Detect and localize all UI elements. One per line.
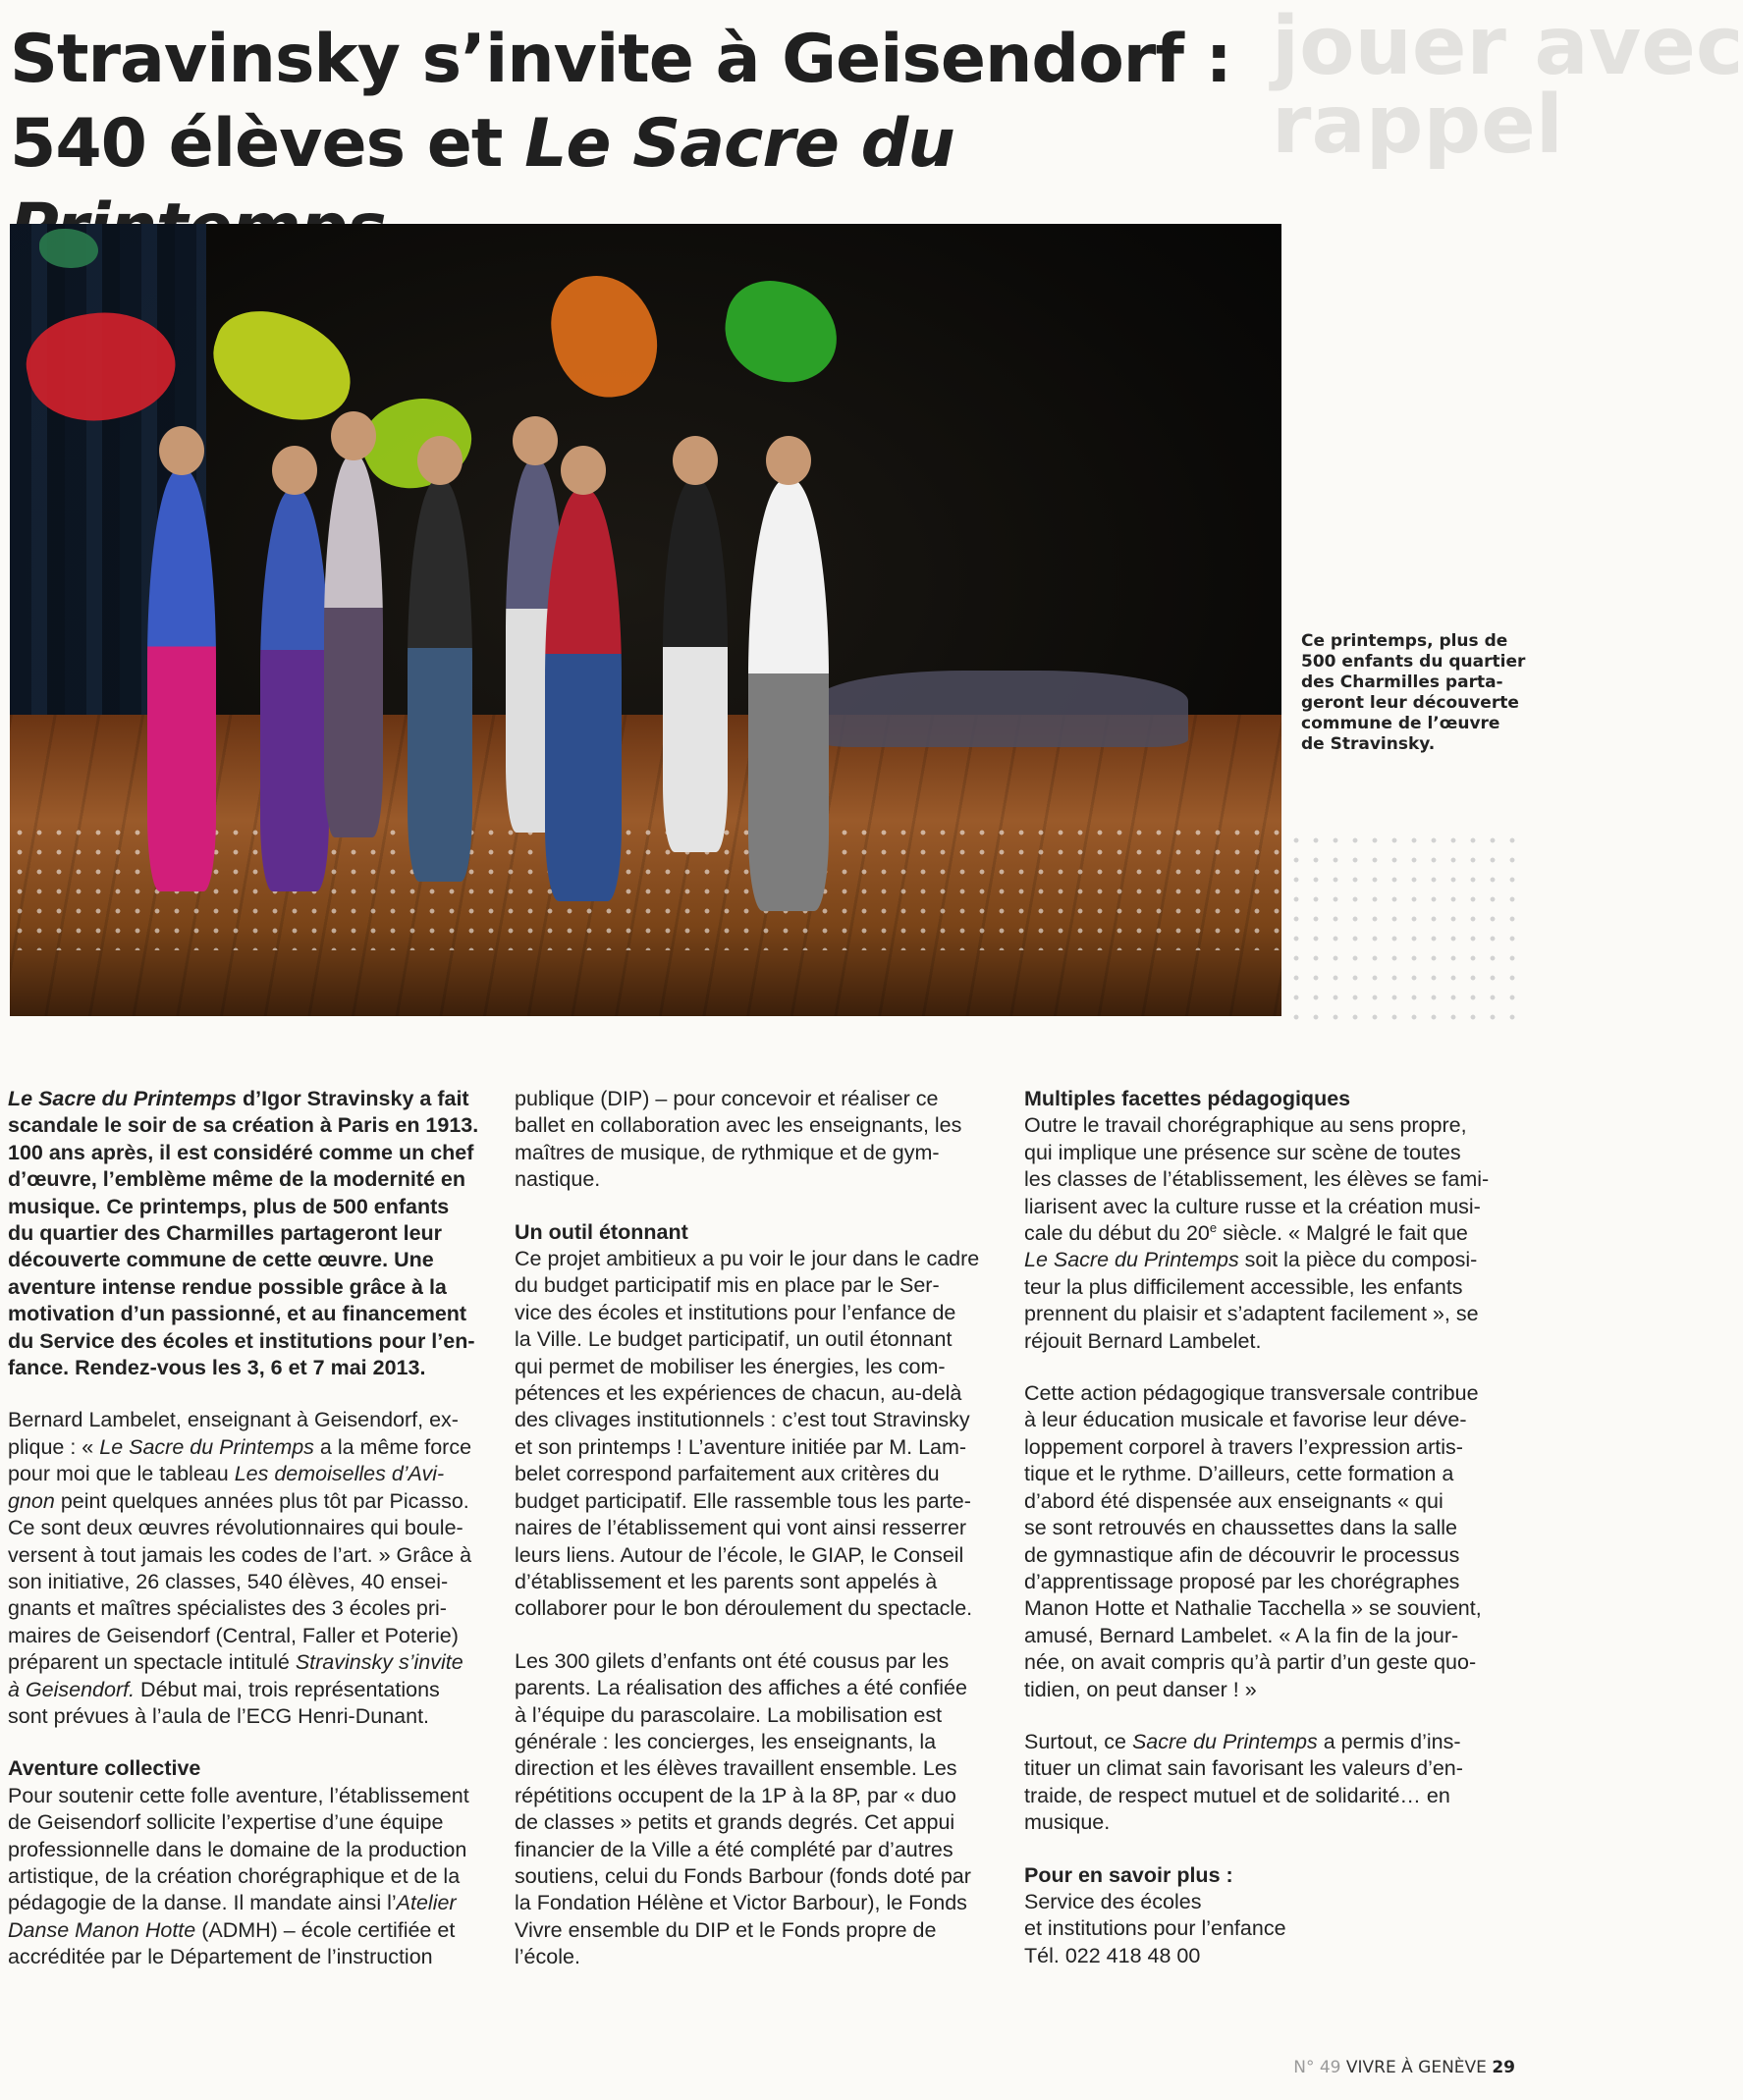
article-photo xyxy=(10,224,1281,1016)
body-paragraph: Surtout, ce Sacre du Printemps a permis d’ins- tituer un climat sain favorisant les valeurs d’en- traide, de respect mutuel et de solidarité… en musique. xyxy=(1024,1729,1463,1835)
child-dancer xyxy=(748,479,829,911)
child-dancer xyxy=(324,455,383,837)
title-line-1: Stravinsky s’invite à Geisendorf : xyxy=(10,21,1231,98)
child-dancer xyxy=(260,489,329,891)
issue-number: N° 49 xyxy=(1293,2058,1341,2077)
section-heading: Un outil étonnant xyxy=(515,1219,688,1244)
magazine-name: VIVRE À GENÈVE xyxy=(1345,2058,1487,2077)
title-italic: Le Sacre du xyxy=(524,105,954,183)
child-dancer xyxy=(147,469,216,891)
text-column-1 xyxy=(8,1086,497,1971)
body-paragraph: Outre le travail chorégraphique au sens propre, qui implique une présence sur scène de toutes les classes de l’établissement, les élèves se fami- liarisent avec la culture russe et la création musi- cale du début du 20e siècle. « Malgré le fait que Le Sacre du Printemps soit la pièce du composi- teur la plus difficilement accessible, les enfants prennent du plaisir et s’adaptent facilement », se réjouit Bernard Lambelet. xyxy=(1024,1113,1490,1353)
page-number: 29 xyxy=(1492,2058,1515,2077)
adjacent-page-ghost-text: jouer avec rappel xyxy=(1272,0,1743,172)
page-footer xyxy=(1293,2058,1515,2077)
child-dancer xyxy=(663,479,728,852)
child-dancer xyxy=(545,489,622,901)
title-line-2: 540 élèves et Le Sacre du xyxy=(10,102,1306,271)
body-paragraph: Cette action pédagogique transversale contribue à leur éducation musicale et favorise leur déve- loppement corporel à travers l’expression artis- tique et le rythme. D’ailleurs, cette formation a d’abord été dispensée aux enseignants « qui se sont retrouvés en chaussettes dans la salle de gymnastique afin de découvrir le processus d’apprentissage proposé par les chorégraphes Manon Hotte et Nathalie Tacchella » se souvient, amusé, Bernard Lambelet. « A la fin de la jour- née, on avait compris qu’à partir d’un geste quo- tidien, on peut danser ! » xyxy=(1024,1381,1482,1701)
body-paragraph: Ce projet ambitieux a pu voir le jour dans le cadre du budget participatif mis en place par le Ser- vice des écoles et institutions pour l’enfance de la Ville. Le budget participatif, un outil étonnant qui permet de mobiliser les énergies, les com- pétences et les expériences de chacun, au-delà des clivages institutionnels : c’est tout Stravinsky et son printemps ! L’aventure initiée par M. Lam- belet correspond parfaitement aux critères du budget participatif. Elle rassemble tous les parte- naires de l’établissement qui vont ainsi resserrer leurs liens. Autour de l’école, le GIAP, le Conseil d’établissement et les parents sont appelés à collaborer pour le bon déroulement du spectacle. xyxy=(515,1247,980,1621)
text-column-2 xyxy=(515,1086,1004,1971)
contact-info: Service des écoles et institutions pour l’enfance Tél. 022 418 48 00 xyxy=(1024,1889,1286,1967)
decorative-dot-pattern xyxy=(1286,831,1527,1021)
section-heading: Aventure collective xyxy=(8,1756,201,1781)
info-heading: Pour en savoir plus : xyxy=(1024,1862,1233,1887)
green-scarf xyxy=(717,274,845,390)
text-column-3 xyxy=(1024,1086,1513,1969)
photo-caption: Ce printemps, plus de 500 enfants du quartier des Charmilles parta- geront leur découverte commune de l’œuvre de Stravinsky. xyxy=(1301,631,1526,754)
child-dancer xyxy=(408,479,472,882)
body-paragraph: publique (DIP) – pour concevoir et réaliser ce ballet en collaboration avec les enseignants, les maîtres de musique, de rythmique et de gym- nastique. xyxy=(515,1087,962,1192)
seated-children xyxy=(815,671,1188,747)
body-paragraph: Pour soutenir cette folle aventure, l’établissement de Geisendorf sollicite l’expertise d’une équipe professionnelle dans le domaine de la production artistique, de la création chorégraphique et de la pédagogie de la danse. Il mandate ainsi l’Atelier Danse Manon Hotte (ADMH) – école certifiée et accréditée par le Département de l’instruction xyxy=(8,1783,469,1969)
lead-paragraph: Le Sacre du Printemps d’Igor Stravinsky a fait scandale le soir de sa création à Paris en 1913. 100 ans après, il est considéré comme un chef d’œuvre, l’emblème même de la modernité en musique. Ce printemps, plus de 500 enfants du quartier des Charmilles partageront leur découverte commune de cette œuvre. Une aventure intense rendue possible grâce à la motivation d’un passionné, et au financement du Service des écoles et institutions pour l’en- fance. Rendez-vous les 3, 6 et 7 mai 2013. xyxy=(8,1087,479,1380)
orange-scarf xyxy=(545,268,664,404)
body-paragraph: Bernard Lambelet, enseignant à Geisendorf, ex- plique : « Le Sacre du Printemps a la même force pour moi que le tableau Les demoiselles d’Avi- gnon peint quelques années plus tôt par Picasso. Ce sont deux œuvres révolutionnaires qui boule- versent à tout jamais les codes de l’art. » Grâce à son initiative, 26 classes, 540 élèves, 40 ensei- gnants et maîtres spécialistes des 3 écoles pri- maires de Geisendorf (Central, Faller et Poterie) préparent un spectacle intitulé Stravinsky s’invite à Geisendorf. Début mai, trois représentations sont prévues à l’aula de l’ECG Henri-Dunant. xyxy=(8,1408,472,1728)
body-paragraph: Les 300 gilets d’enfants ont été cousus par les parents. La réalisation des affiches a été confiée à l’équipe du parascolaire. La mobilisation est générale : les concierges, les enseignants, la direction et les élèves travaillent ensemble. Les répétitions occupent de la 1P à la 8P, par « duo de classes » petits et grands degrés. Cet appui financier de la Ville a été complété par d’autres soutiens, celui du Fonds Barbour (fonds doté par la Fondation Hélène et Victor Barbour), le Fonds Vivre ensemble du DIP et le Fonds propre de l’école. xyxy=(515,1648,971,1969)
section-heading: Multiples facettes pédagogiques xyxy=(1024,1087,1351,1110)
